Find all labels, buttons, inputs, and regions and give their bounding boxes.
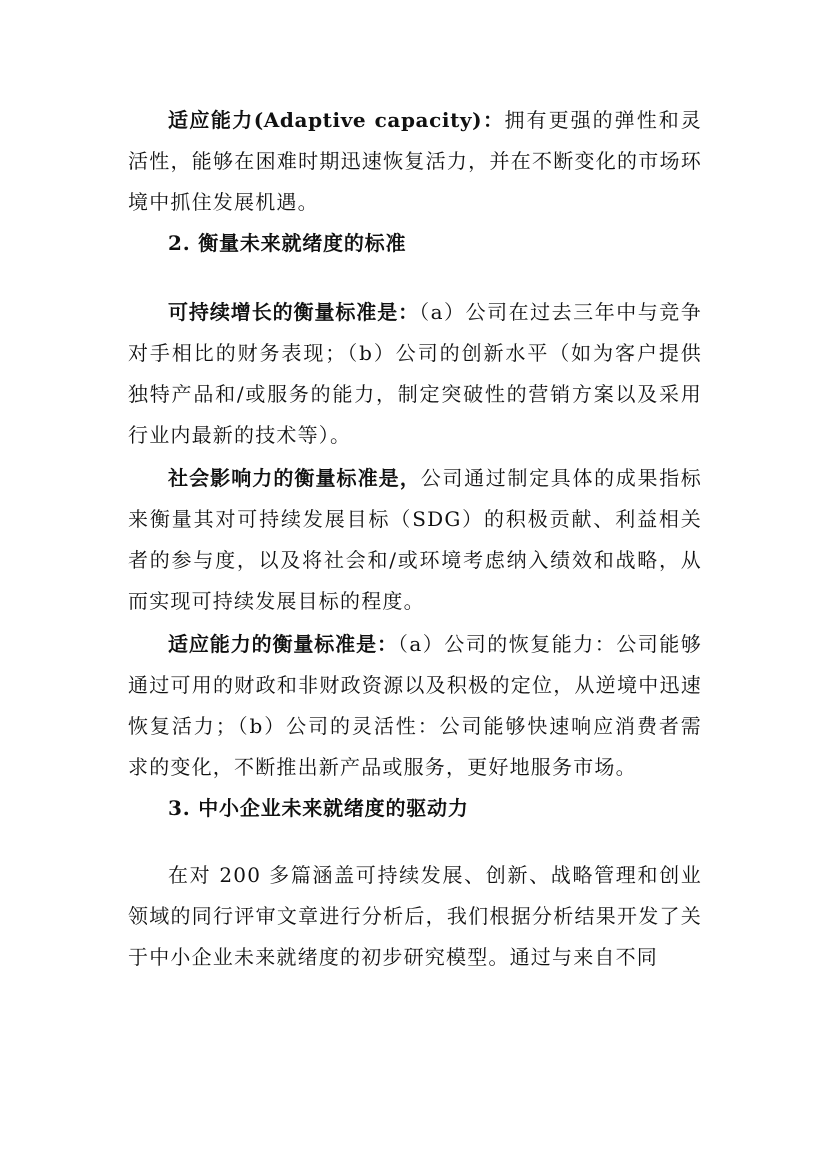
paragraph-text: （a）公司的恢复能力：公司能够通过可用的财政和非财政资源以及积极的定位，从逆境中迅速恢复活力；（b）公司的灵活性：公司能够快速响应消费者需求的变化，不断推出新产品或服务，更好地服务市场。 <box>128 632 702 779</box>
term-sustainable-growth: 可持续增长的衡量标准是： <box>168 300 420 324</box>
paragraph-research-model <box>128 855 702 978</box>
paragraph-text: 公司通过制定具体的成果指标来衡量其对可持续发展目标（SDG）的积极贡献、利益相关者的参与度，以及将社会和/或环境考虑纳入绩效和战略，从而实现可持续发展目标的程度。 <box>128 466 702 613</box>
paragraph-adaptive-capacity <box>128 100 702 223</box>
term-social-impact: 社会影响力的衡量标准是， <box>168 466 421 490</box>
term-adaptive-measure: 适应能力的衡量标准是： <box>168 632 398 656</box>
paragraph-adaptive-measure <box>128 624 702 788</box>
paragraph-sustainable-growth <box>128 292 702 456</box>
paragraph-text: 在对 200 多篇涵盖可持续发展、创新、战略管理和创业领域的同行评审文章进行分析后，我们根据分析结果开发了关于中小企业未来就绪度的初步研究模型。通过与来自不同 <box>128 863 702 969</box>
term-adaptive-capacity: 适应能力(Adaptive capacity)： <box>168 108 505 132</box>
paragraph-social-impact <box>128 458 702 622</box>
paragraph-text: 拥有更强的弹性和灵活性，能够在困难时期迅速恢复活力，并在不断变化的市场环境中抓住发展机遇。 <box>128 108 702 214</box>
document-page <box>128 100 702 978</box>
paragraph-text: （a）公司在过去三年中与竞争对手相比的财务表现；（b）公司的创新水平（如为客户提供独特产品和/或服务的能力，制定突破性的营销方案以及采用行业内最新的技术等）。 <box>128 300 702 447</box>
section-heading-2: 2. 衡量未来就绪度的标准 <box>168 231 407 255</box>
section-heading-3: 3. 中小企业未来就绪度的驱动力 <box>168 796 469 820</box>
